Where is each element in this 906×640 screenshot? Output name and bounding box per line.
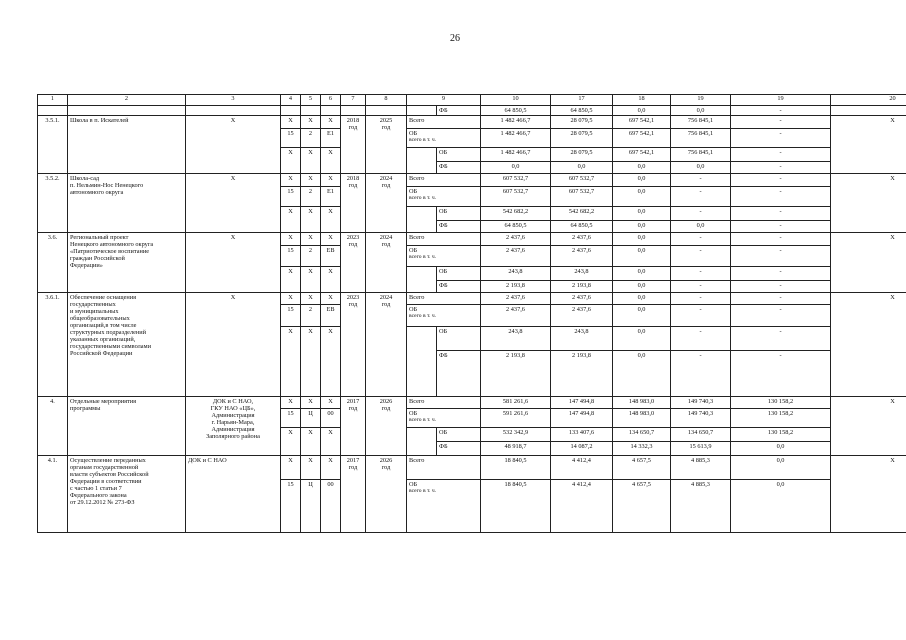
code-cell: Х: [321, 267, 341, 293]
start-year: 2023 год: [341, 293, 366, 397]
amount-cell: 2 193,8: [481, 281, 551, 293]
amount-cell: 243,8: [481, 267, 551, 281]
funding-source-cell: [407, 233, 481, 246]
code-cell: 15: [281, 129, 301, 148]
column-header: 4: [281, 95, 301, 106]
column-20-cell: Х: [831, 174, 906, 233]
amount-cell: 542 682,2: [551, 207, 613, 221]
column-header: 6: [321, 95, 341, 106]
code-cell: 2: [301, 246, 321, 267]
funding-source-cell: [437, 428, 481, 442]
amount-cell: 0,0: [613, 233, 671, 246]
code-cell: ЕВ: [321, 305, 341, 327]
amount-cell: 28 079,5: [551, 148, 613, 162]
amount-cell: -: [731, 305, 831, 327]
amount-cell: 607 532,7: [481, 187, 551, 207]
funding-source-label: ФБ: [439, 163, 448, 171]
funding-source-cell: [437, 148, 481, 162]
amount-cell: 134 650,7: [613, 428, 671, 442]
funding-source-cell: [437, 281, 481, 293]
item-number: 3.5.1.: [38, 116, 68, 174]
funding-source-note: всего в т. ч.: [409, 417, 437, 424]
funding-source-label: ОБ: [409, 130, 418, 138]
amount-cell: -: [671, 267, 731, 281]
amount-cell: 28 079,5: [551, 129, 613, 148]
empty-cell: [366, 106, 407, 116]
funding-source-cell: [437, 106, 481, 116]
start-year: 2018 год: [341, 116, 366, 174]
column-header: 7: [341, 95, 366, 106]
amount-cell: 0,0: [671, 221, 731, 233]
amount-cell: 542 682,2: [481, 207, 551, 221]
amount-cell: -: [731, 187, 831, 207]
empty-cell: [281, 106, 301, 116]
amount-cell: 581 261,6: [481, 397, 551, 409]
code-cell: Ц: [301, 480, 321, 533]
table-row: [38, 293, 906, 305]
funding-source-label: ОБ: [409, 481, 418, 489]
empty-cell: [407, 267, 437, 293]
funding-source-cell: [407, 116, 481, 129]
code-cell: Х: [321, 293, 341, 305]
table-row: [38, 397, 906, 409]
table-row: [38, 95, 906, 106]
amount-cell: 0,0: [613, 174, 671, 187]
column-header: 10: [481, 95, 551, 106]
empty-cell: [407, 327, 437, 397]
amount-cell: -: [731, 233, 831, 246]
funding-source-cell: [407, 397, 481, 409]
funding-source-label: ОБ: [409, 188, 418, 196]
column-header: 5: [301, 95, 321, 106]
table-row: [38, 174, 906, 187]
code-cell: Х: [321, 233, 341, 246]
amount-cell: 64 850,5: [481, 106, 551, 116]
code-cell: 00: [321, 409, 341, 428]
amount-cell: -: [731, 174, 831, 187]
amount-cell: 134 650,7: [671, 428, 731, 442]
amount-cell: 15 613,9: [671, 442, 731, 456]
amount-cell: 0,0: [613, 267, 671, 281]
amount-cell: 4 885,3: [671, 456, 731, 480]
code-cell: Х: [281, 293, 301, 305]
funding-source-cell: [407, 305, 481, 327]
code-cell: Х: [301, 148, 321, 174]
amount-cell: 243,8: [551, 327, 613, 351]
amount-cell: 64 850,5: [551, 106, 613, 116]
amount-cell: 2 437,6: [481, 293, 551, 305]
column-header: 19: [671, 95, 731, 106]
amount-cell: -: [671, 233, 731, 246]
amount-cell: -: [731, 207, 831, 221]
column-header: 19: [731, 95, 831, 106]
funding-source-cell: [437, 207, 481, 221]
amount-cell: -: [671, 305, 731, 327]
column-20-cell: Х: [831, 293, 906, 397]
funding-source-cell: [407, 174, 481, 187]
code-cell: Х: [281, 116, 301, 129]
funding-source-cell: [437, 351, 481, 397]
empty-cell: [407, 148, 437, 174]
funding-source-note: всего в т. ч.: [409, 488, 437, 495]
code-cell: Х: [321, 397, 341, 409]
amount-cell: 4 885,3: [671, 480, 731, 533]
amount-cell: 2 437,6: [551, 233, 613, 246]
funding-source-label: ОБ: [439, 208, 448, 216]
funding-source-label: Всего: [409, 117, 425, 125]
end-year: 2026 год: [366, 456, 407, 533]
funding-source-label: ФБ: [439, 107, 448, 114]
code-cell: 15: [281, 480, 301, 533]
funding-source-label: ОБ: [439, 268, 448, 276]
responsible-executor: Х: [186, 233, 281, 293]
amount-cell: 591 261,6: [481, 409, 551, 428]
empty-cell: [407, 207, 437, 233]
code-cell: Х: [321, 456, 341, 480]
amount-cell: 0,0: [671, 106, 731, 116]
code-cell: Е1: [321, 129, 341, 148]
amount-cell: -: [671, 293, 731, 305]
amount-cell: 147 494,8: [551, 409, 613, 428]
amount-cell: 0,0: [613, 327, 671, 351]
responsible-executor: Х: [186, 293, 281, 397]
amount-cell: 130 158,2: [731, 409, 831, 428]
table-body: [38, 95, 906, 533]
amount-cell: 0,0: [551, 162, 613, 174]
amount-cell: 0,0: [481, 162, 551, 174]
amount-cell: 147 494,8: [551, 397, 613, 409]
amount-cell: 0,0: [613, 246, 671, 267]
amount-cell: -: [731, 327, 831, 351]
amount-cell: -: [671, 327, 731, 351]
item-name: Школа в п. Искателей: [68, 116, 186, 174]
table-row: [38, 233, 906, 246]
funding-source-note: всего в т. ч.: [409, 195, 437, 202]
column-header: 8: [366, 95, 407, 106]
column-20-cell: Х: [831, 116, 906, 174]
amount-cell: -: [671, 246, 731, 267]
amount-cell: -: [671, 207, 731, 221]
code-cell: ЕВ: [321, 246, 341, 267]
item-name: Осуществление переданных органам государственной власти субъектов Российской Федерации в соответствии с частью 1 статьи 7 Федерального закона от 29.12.2012 № 273-ФЗ: [68, 456, 186, 533]
amount-cell: 0,0: [671, 162, 731, 174]
amount-cell: 697 542,1: [613, 129, 671, 148]
amount-cell: 243,8: [481, 327, 551, 351]
amount-cell: 4 657,5: [613, 480, 671, 533]
budget-table: [37, 94, 906, 533]
code-cell: Ц: [301, 409, 321, 428]
start-year: 2017 год: [341, 397, 366, 456]
funding-source-label: ФБ: [439, 222, 448, 230]
funding-source-cell: [407, 293, 481, 305]
code-cell: Х: [321, 327, 341, 397]
amount-cell: 0,0: [731, 456, 831, 480]
funding-source-label: ОБ: [409, 247, 418, 255]
amount-cell: 1 482 466,7: [481, 148, 551, 162]
amount-cell: 0,0: [731, 442, 831, 456]
amount-cell: 756 845,1: [671, 148, 731, 162]
item-number: 4.1.: [38, 456, 68, 533]
funding-source-label: ОБ: [439, 328, 448, 336]
amount-cell: 2 193,8: [481, 351, 551, 397]
code-cell: Х: [301, 397, 321, 409]
amount-cell: -: [731, 267, 831, 281]
funding-source-label: ОБ: [439, 429, 448, 437]
amount-cell: -: [731, 129, 831, 148]
empty-cell: [186, 106, 281, 116]
column-header: 18: [613, 95, 671, 106]
funding-source-label: Всего: [409, 294, 425, 302]
end-year: 2026 год: [366, 397, 407, 456]
code-cell: 2: [301, 129, 321, 148]
item-name: Региональный проект Ненецкого автономного округа «Патриотическое воспитание граждан Российской Федерации»: [68, 233, 186, 293]
amount-cell: 130 158,2: [731, 397, 831, 409]
amount-cell: -: [731, 106, 831, 116]
amount-cell: 2 437,6: [551, 246, 613, 267]
amount-cell: 18 840,5: [481, 456, 551, 480]
amount-cell: 0,0: [613, 187, 671, 207]
amount-cell: 2 437,6: [551, 305, 613, 327]
amount-cell: 243,8: [551, 267, 613, 281]
code-cell: Х: [301, 428, 321, 456]
amount-cell: -: [671, 187, 731, 207]
funding-source-cell: [407, 129, 481, 148]
amount-cell: 0,0: [613, 207, 671, 221]
amount-cell: 0,0: [613, 281, 671, 293]
amount-cell: 4 412,4: [551, 480, 613, 533]
amount-cell: 148 983,0: [613, 409, 671, 428]
funding-source-cell: [437, 327, 481, 351]
code-cell: Х: [301, 293, 321, 305]
code-cell: Х: [301, 267, 321, 293]
column-header: 9: [407, 95, 481, 106]
column-20-cell: Х: [831, 397, 906, 456]
amount-cell: 2 193,8: [551, 351, 613, 397]
code-cell: Х: [281, 174, 301, 187]
page-number: 26: [450, 33, 460, 44]
empty-cell: [341, 106, 366, 116]
amount-cell: 0,0: [613, 162, 671, 174]
amount-cell: 130 158,2: [731, 428, 831, 442]
amount-cell: 148 983,0: [613, 397, 671, 409]
code-cell: 2: [301, 187, 321, 207]
amount-cell: 149 740,3: [671, 397, 731, 409]
amount-cell: 64 850,5: [551, 221, 613, 233]
column-header: 17: [551, 95, 613, 106]
amount-cell: -: [731, 148, 831, 162]
responsible-executor: Х: [186, 116, 281, 174]
table-row: [38, 106, 906, 116]
amount-cell: -: [671, 174, 731, 187]
column-header: 2: [68, 95, 186, 106]
column-20-cell: Х: [831, 233, 906, 293]
amount-cell: 0,0: [613, 351, 671, 397]
table-row: [38, 116, 906, 129]
code-cell: Х: [281, 327, 301, 397]
amount-cell: 2 437,6: [481, 305, 551, 327]
amount-cell: 756 845,1: [671, 129, 731, 148]
code-cell: 15: [281, 305, 301, 327]
item-number: 3.5.2.: [38, 174, 68, 233]
item-name: Обеспечение оснащения государственных и муниципальных общеобразовательных организаций,в том числе структурных подразделений указанных организаций, государственными символами Российской Федерации: [68, 293, 186, 397]
start-year: 2018 год: [341, 174, 366, 233]
start-year: 2017 год: [341, 456, 366, 533]
code-cell: Х: [301, 233, 321, 246]
empty-cell: [831, 106, 906, 116]
amount-cell: 697 542,1: [613, 116, 671, 129]
code-cell: Х: [281, 233, 301, 246]
amount-cell: 0,0: [613, 106, 671, 116]
amount-cell: 697 542,1: [613, 148, 671, 162]
amount-cell: 2 437,6: [551, 293, 613, 305]
amount-cell: -: [731, 351, 831, 397]
code-cell: Х: [321, 207, 341, 233]
item-number: 4.: [38, 397, 68, 456]
funding-source-cell: [407, 480, 481, 533]
amount-cell: 756 845,1: [671, 116, 731, 129]
amount-cell: 14 087,2: [551, 442, 613, 456]
amount-cell: -: [671, 351, 731, 397]
amount-cell: 4 657,5: [613, 456, 671, 480]
column-header: 1: [38, 95, 68, 106]
amount-cell: 64 850,5: [481, 221, 551, 233]
amount-cell: -: [731, 281, 831, 293]
funding-source-label: ОБ: [409, 410, 418, 418]
funding-source-cell: [437, 267, 481, 281]
amount-cell: 0,0: [613, 221, 671, 233]
code-cell: Х: [321, 174, 341, 187]
column-header: 20: [831, 95, 906, 106]
funding-source-note: всего в т. ч.: [409, 137, 437, 144]
funding-source-cell: [407, 456, 481, 480]
code-cell: 00: [321, 480, 341, 533]
responsible-executor: Х: [186, 174, 281, 233]
item-name: Отдельные мероприятия программы: [68, 397, 186, 456]
amount-cell: -: [671, 281, 731, 293]
amount-cell: 0,0: [613, 305, 671, 327]
amount-cell: 607 532,7: [551, 187, 613, 207]
funding-source-cell: [407, 187, 481, 207]
code-cell: Х: [301, 207, 321, 233]
code-cell: 15: [281, 187, 301, 207]
funding-source-label: ФБ: [439, 352, 448, 360]
funding-source-note: всего в т. ч.: [409, 313, 437, 320]
funding-source-label: ФБ: [439, 282, 448, 290]
funding-source-cell: [407, 409, 481, 428]
funding-source-cell: [437, 442, 481, 456]
responsible-executor: ДОК и С НАО, ГКУ НАО «ЦБ», Администрация г. Нарьян-Мара, Администрация Заполярного района: [186, 397, 281, 456]
amount-cell: 149 740,3: [671, 409, 731, 428]
amount-cell: 607 532,7: [551, 174, 613, 187]
funding-source-label: Всего: [409, 457, 425, 465]
amount-cell: 0,0: [731, 480, 831, 533]
column-20-cell: Х: [831, 456, 906, 533]
item-number: 3.6.1.: [38, 293, 68, 397]
code-cell: 15: [281, 409, 301, 428]
item-number: 3.6.: [38, 233, 68, 293]
code-cell: Х: [301, 116, 321, 129]
code-cell: Х: [321, 428, 341, 456]
code-cell: Х: [301, 327, 321, 397]
amount-cell: -: [731, 162, 831, 174]
code-cell: Х: [281, 207, 301, 233]
funding-source-note: всего в т. ч.: [409, 254, 437, 261]
code-cell: Х: [281, 397, 301, 409]
empty-cell: [407, 428, 437, 456]
column-header: 3: [186, 95, 281, 106]
code-cell: Х: [301, 456, 321, 480]
empty-cell: [407, 106, 437, 116]
code-cell: 2: [301, 305, 321, 327]
amount-cell: 532 342,9: [481, 428, 551, 442]
amount-cell: 0,0: [613, 293, 671, 305]
end-year: 2024 год: [366, 174, 407, 233]
code-cell: Х: [281, 148, 301, 174]
responsible-executor: ДОК и С НАО: [186, 456, 281, 533]
item-name: Школа-сад п. Нельмин-Нос Ненецкого автономного округа: [68, 174, 186, 233]
empty-cell: [321, 106, 341, 116]
code-cell: Х: [281, 267, 301, 293]
amount-cell: -: [731, 221, 831, 233]
funding-source-label: ОБ: [439, 149, 448, 157]
code-cell: Х: [281, 456, 301, 480]
amount-cell: 2 193,8: [551, 281, 613, 293]
amount-cell: 1 482 466,7: [481, 129, 551, 148]
code-cell: Х: [301, 174, 321, 187]
funding-source-cell: [437, 162, 481, 174]
amount-cell: -: [731, 293, 831, 305]
funding-source-label: Всего: [409, 175, 425, 183]
end-year: 2024 год: [366, 233, 407, 293]
code-cell: Х: [321, 148, 341, 174]
amount-cell: 133 407,6: [551, 428, 613, 442]
funding-source-label: Всего: [409, 234, 425, 242]
end-year: 2025 год: [366, 116, 407, 174]
funding-source-label: Всего: [409, 398, 425, 406]
amount-cell: 607 532,7: [481, 174, 551, 187]
empty-cell: [68, 106, 186, 116]
funding-source-cell: [437, 221, 481, 233]
empty-cell: [38, 106, 68, 116]
amount-cell: 18 840,5: [481, 480, 551, 533]
amount-cell: 2 437,6: [481, 246, 551, 267]
empty-cell: [301, 106, 321, 116]
funding-source-label: ФБ: [439, 443, 448, 451]
amount-cell: 1 482 466,7: [481, 116, 551, 129]
code-cell: Е1: [321, 187, 341, 207]
amount-cell: 14 332,3: [613, 442, 671, 456]
amount-cell: -: [731, 116, 831, 129]
funding-source-label: ОБ: [409, 306, 418, 314]
start-year: 2023 год: [341, 233, 366, 293]
table-row: [38, 456, 906, 480]
code-cell: Х: [281, 428, 301, 456]
amount-cell: -: [731, 246, 831, 267]
code-cell: 15: [281, 246, 301, 267]
funding-source-cell: [407, 246, 481, 267]
amount-cell: 48 918,7: [481, 442, 551, 456]
end-year: 2024 год: [366, 293, 407, 397]
amount-cell: 28 079,5: [551, 116, 613, 129]
amount-cell: 4 412,4: [551, 456, 613, 480]
amount-cell: 2 437,6: [481, 233, 551, 246]
code-cell: Х: [321, 116, 341, 129]
